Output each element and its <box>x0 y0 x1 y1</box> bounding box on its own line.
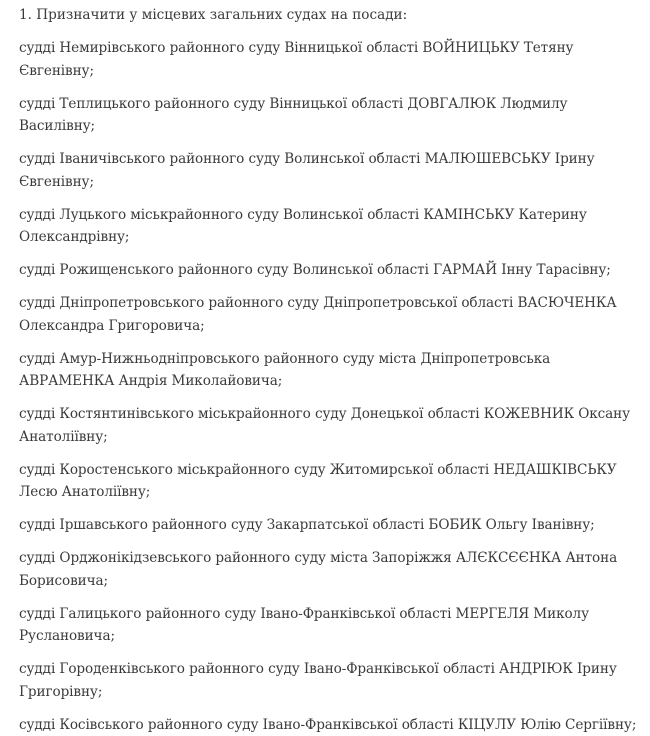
appointment-item: судді Немирівського районного суду Вінницької області ВОЙНИЦЬКУ Тетяну Євгенівну; <box>19 37 640 82</box>
appointment-item: судді Коростенського міськрайонного суду Житомирської області НЕДАШКІВСЬКУ Лесю Анатоліївну; <box>19 459 640 504</box>
appointments-list <box>19 37 640 736</box>
appointment-item: судді Рожищенського районного суду Волинської області ГАРМАЙ Інну Тарасівну; <box>19 259 640 282</box>
appointment-item: судді Костянтинівського міськрайонного суду Донецької області КОЖЕВНИК Оксану Анатоліївну; <box>19 403 640 448</box>
appointment-item: судді Дніпропетровського районного суду Дніпропетровської області ВАСЮЧЕНКА Олександра Григоровича; <box>19 292 640 337</box>
appointment-item: судді Городенківського районного суду Івано-Франківської області АНДРІЮК Ірину Григорівну; <box>19 658 640 703</box>
appointment-item: судді Орджонікідзевського районного суду міста Запоріжжя АЛЄКСЄЄНКА Антона Борисовича; <box>19 547 640 592</box>
appointment-item: судді Іршавського районного суду Закарпатської області БОБИК Ольгу Іванівну; <box>19 514 640 537</box>
appointment-item: судді Амур-Нижньодніпровського районного суду міста Дніпропетровська АВРАМЕНКА Андрія Миколайовича; <box>19 348 640 393</box>
appointment-item: судді Галицького районного суду Івано-Франківської області МЕРГЕЛЯ Миколу Руслановича; <box>19 603 640 648</box>
appointment-item: судді Косівського районного суду Івано-Франківської області КІЦУЛУ Юлію Сергіївну; <box>19 714 640 736</box>
appointment-item: судді Іваничівського районного суду Волинської області МАЛЮШЕВСЬКУ Ірину Євгенівну; <box>19 148 640 193</box>
appointment-item: судді Луцького міськрайонного суду Волинської області КАМІНСЬКУ Катерину Олександрівну; <box>19 204 640 249</box>
appointment-item: судді Теплицького районного суду Вінницької області ДОВГАЛЮК Людмилу Василівну; <box>19 93 640 138</box>
decree-heading: 1. Призначити у місцевих загальних судах на посади: <box>19 4 640 27</box>
